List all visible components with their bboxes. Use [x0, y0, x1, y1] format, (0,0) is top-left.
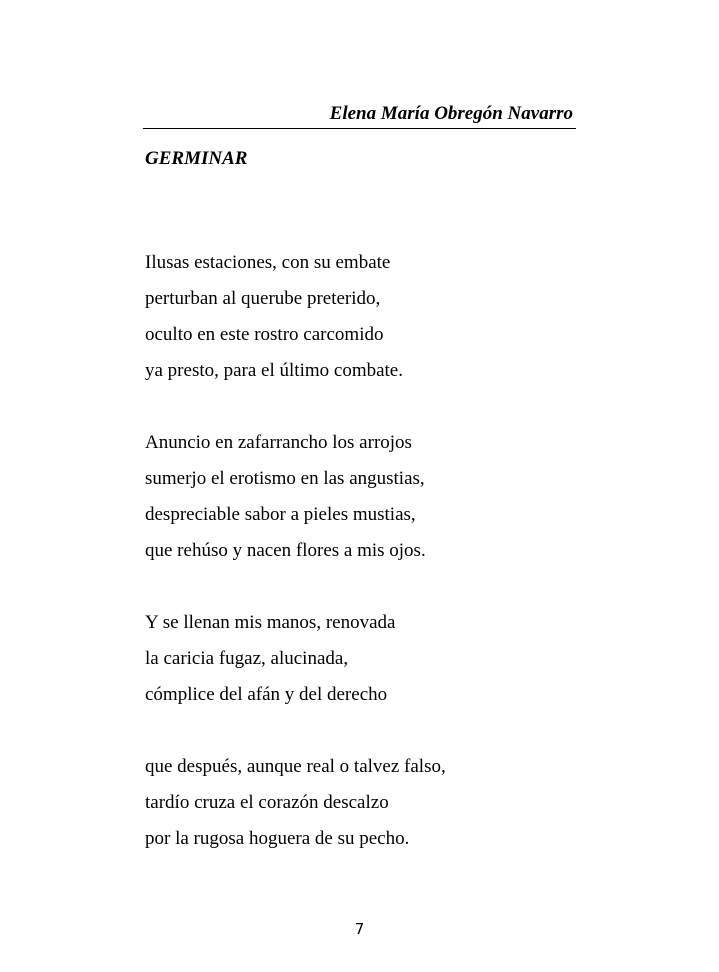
- verse: oculto en este rostro carcomido: [145, 324, 384, 345]
- page-number: 7: [354, 920, 365, 938]
- verse: la caricia fugaz, alucinada,: [145, 648, 349, 669]
- running-header: [143, 103, 576, 129]
- stanza-3: [145, 605, 665, 713]
- verse: despreciable sabor a pieles mustias,: [145, 504, 416, 525]
- verse: cómplice del afán y del derecho: [145, 684, 388, 705]
- verse: que después, aunque real o talvez falso,: [145, 756, 446, 777]
- verse: por la rugosa hoguera de su pecho.: [145, 828, 410, 849]
- poem-body: [145, 245, 665, 893]
- verse: que rehúso y nacen flores a mis ojos.: [145, 540, 426, 561]
- poem-title: GERMINAR: [145, 148, 248, 169]
- verse: sumerjo el erotismo en las angustias,: [145, 468, 425, 489]
- stanza-2: [145, 425, 665, 569]
- verse: Y se llenan mis manos, renovada: [145, 612, 396, 633]
- verse: ya presto, para el último combate.: [145, 360, 403, 381]
- verse: perturban al querube preterido,: [145, 288, 381, 309]
- verse: Anuncio en zafarrancho los arrojos: [145, 432, 412, 453]
- stanza-4: [145, 749, 665, 857]
- author-name: Elena María Obregón Navarro: [329, 103, 573, 124]
- verse: Ilusas estaciones, con su embate: [145, 252, 391, 273]
- stanza-1: [145, 245, 665, 389]
- verse: tardío cruza el corazón descalzo: [145, 792, 389, 813]
